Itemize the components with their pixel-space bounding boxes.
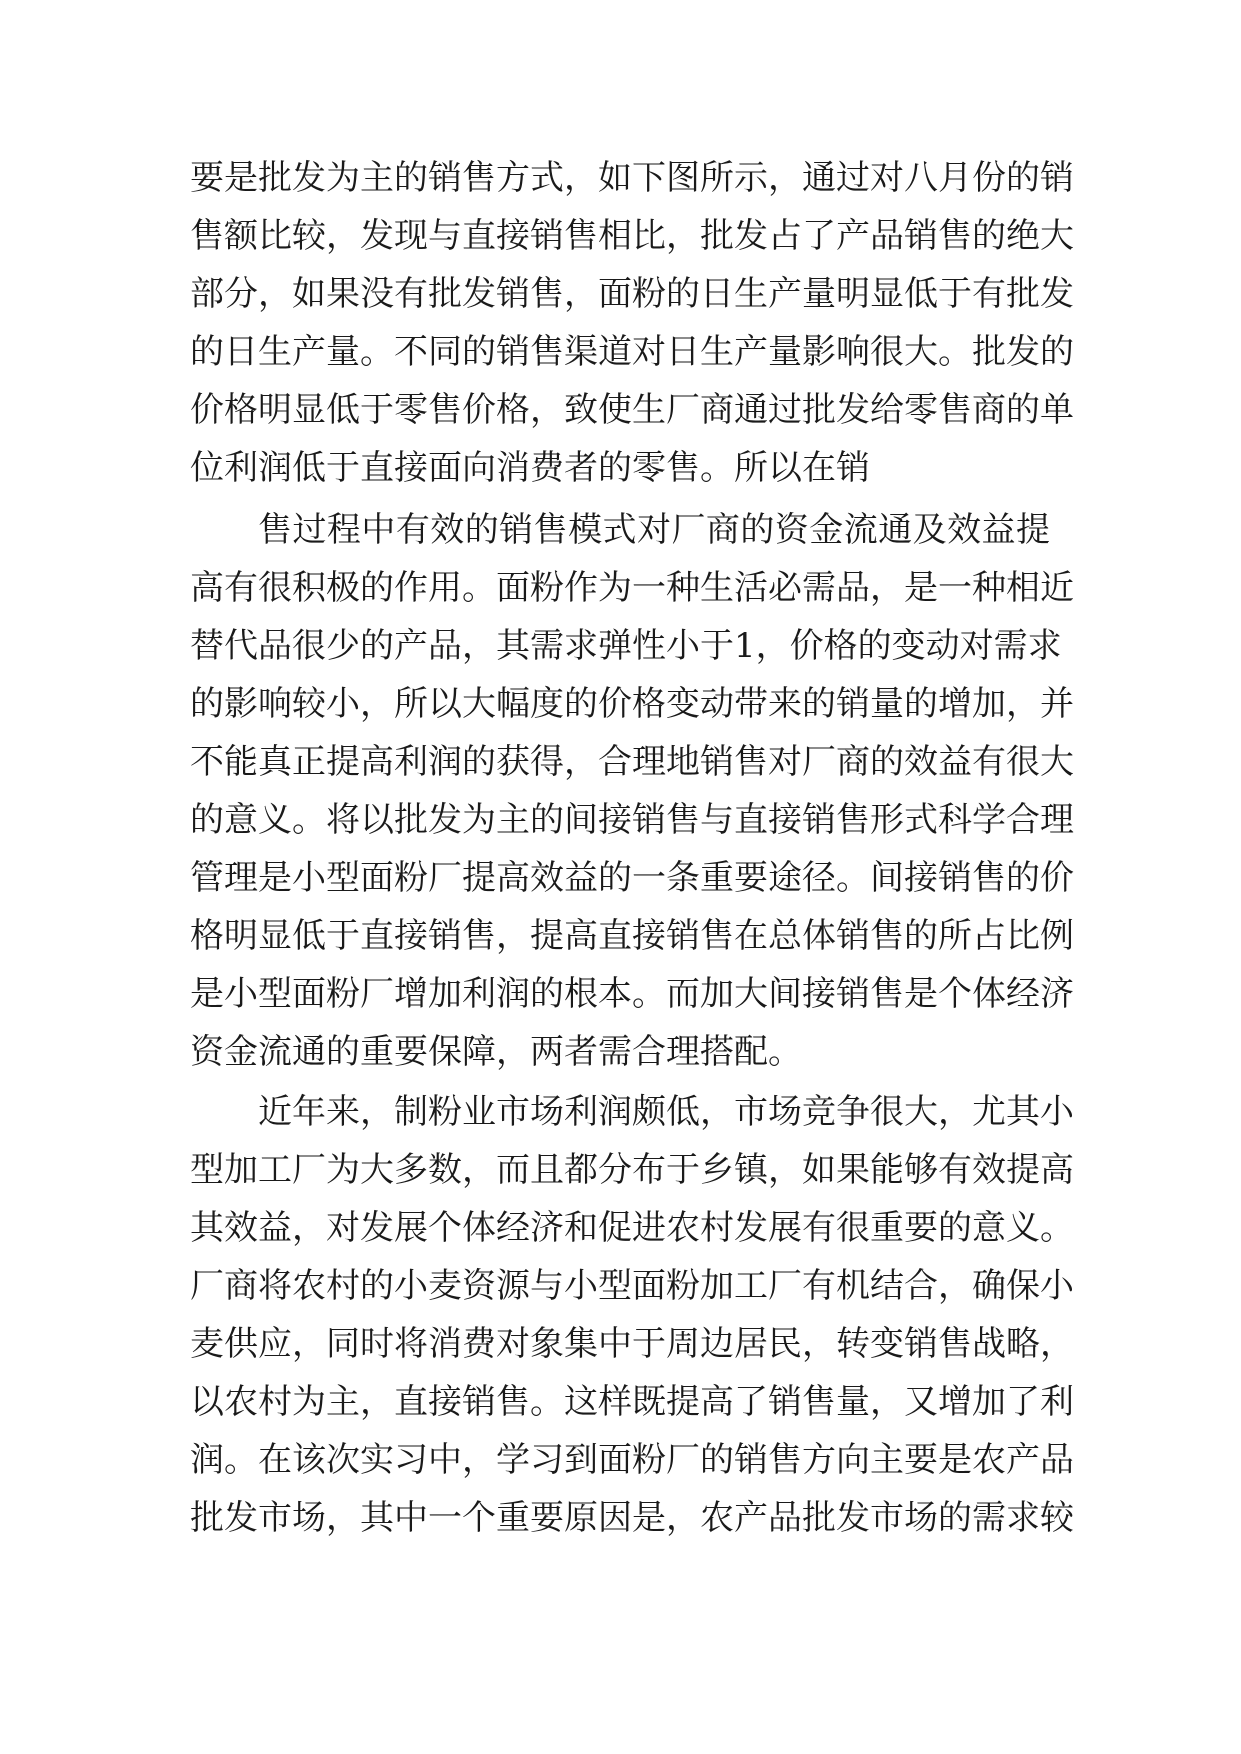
text-line: 售额比较，发现与直接销售相比，批发占了产品销售的绝大 — [190, 216, 1074, 256]
text-line: 格明显低于直接销售，提高直接销售在总体销售的所占比例 — [190, 916, 1074, 956]
text-line: 近年来，制粉业市场利润颇低，市场竞争很大，尤其小 — [258, 1092, 1074, 1132]
text-line: 的意义。将以批发为主的间接销售与直接销售形式科学合理 — [190, 800, 1074, 840]
text-line: 替代品很少的产品，其需求弹性小于1，价格的变动对需求 — [190, 626, 1062, 666]
text-line: 价格明显低于零售价格，致使生厂商通过批发给零售商的单 — [190, 390, 1074, 430]
text-line: 高有很积极的作用。面粉作为一种生活必需品，是一种相近 — [190, 568, 1074, 608]
text-line: 是小型面粉厂增加利润的根本。而加大间接销售是个体经济 — [190, 974, 1074, 1014]
text-line: 的影响较小，所以大幅度的价格变动带来的销量的增加，并 — [190, 684, 1074, 724]
text-line: 部分，如果没有批发销售，面粉的日生产量明显低于有批发 — [190, 274, 1074, 314]
text-line: 的日生产量。不同的销售渠道对日生产量影响很大。批发的 — [190, 332, 1074, 372]
text-line: 管理是小型面粉厂提高效益的一条重要途径。间接销售的价 — [190, 858, 1074, 898]
text-line: 售过程中有效的销售模式对厂商的资金流通及效益提 — [258, 510, 1050, 550]
text-line: 润。在该次实习中，学习到面粉厂的销售方向主要是农产品 — [190, 1440, 1074, 1480]
text-line: 厂商将农村的小麦资源与小型面粉加工厂有机结合，确保小 — [190, 1266, 1074, 1306]
text-line: 型加工厂为大多数，而且都分布于乡镇，如果能够有效提高 — [190, 1150, 1074, 1190]
text-line: 位利润低于直接面向消费者的零售。所以在销 — [190, 448, 870, 488]
text-line: 不能真正提高利润的获得，合理地销售对厂商的效益有很大 — [190, 742, 1074, 782]
text-line: 批发市场，其中一个重要原因是，农产品批发市场的需求较 — [190, 1498, 1074, 1538]
text-line: 麦供应，同时将消费对象集中于周边居民，转变销售战略， — [190, 1324, 1074, 1364]
text-line: 其效益，对发展个体经济和促进农村发展有很重要的意义。 — [190, 1208, 1074, 1248]
text-line: 以农村为主，直接销售。这样既提高了销售量，又增加了利 — [190, 1382, 1074, 1422]
text-line: 资金流通的重要保障，两者需合理搭配。 — [190, 1032, 802, 1072]
text-line: 要是批发为主的销售方式，如下图所示，通过对八月份的销 — [190, 158, 1074, 198]
